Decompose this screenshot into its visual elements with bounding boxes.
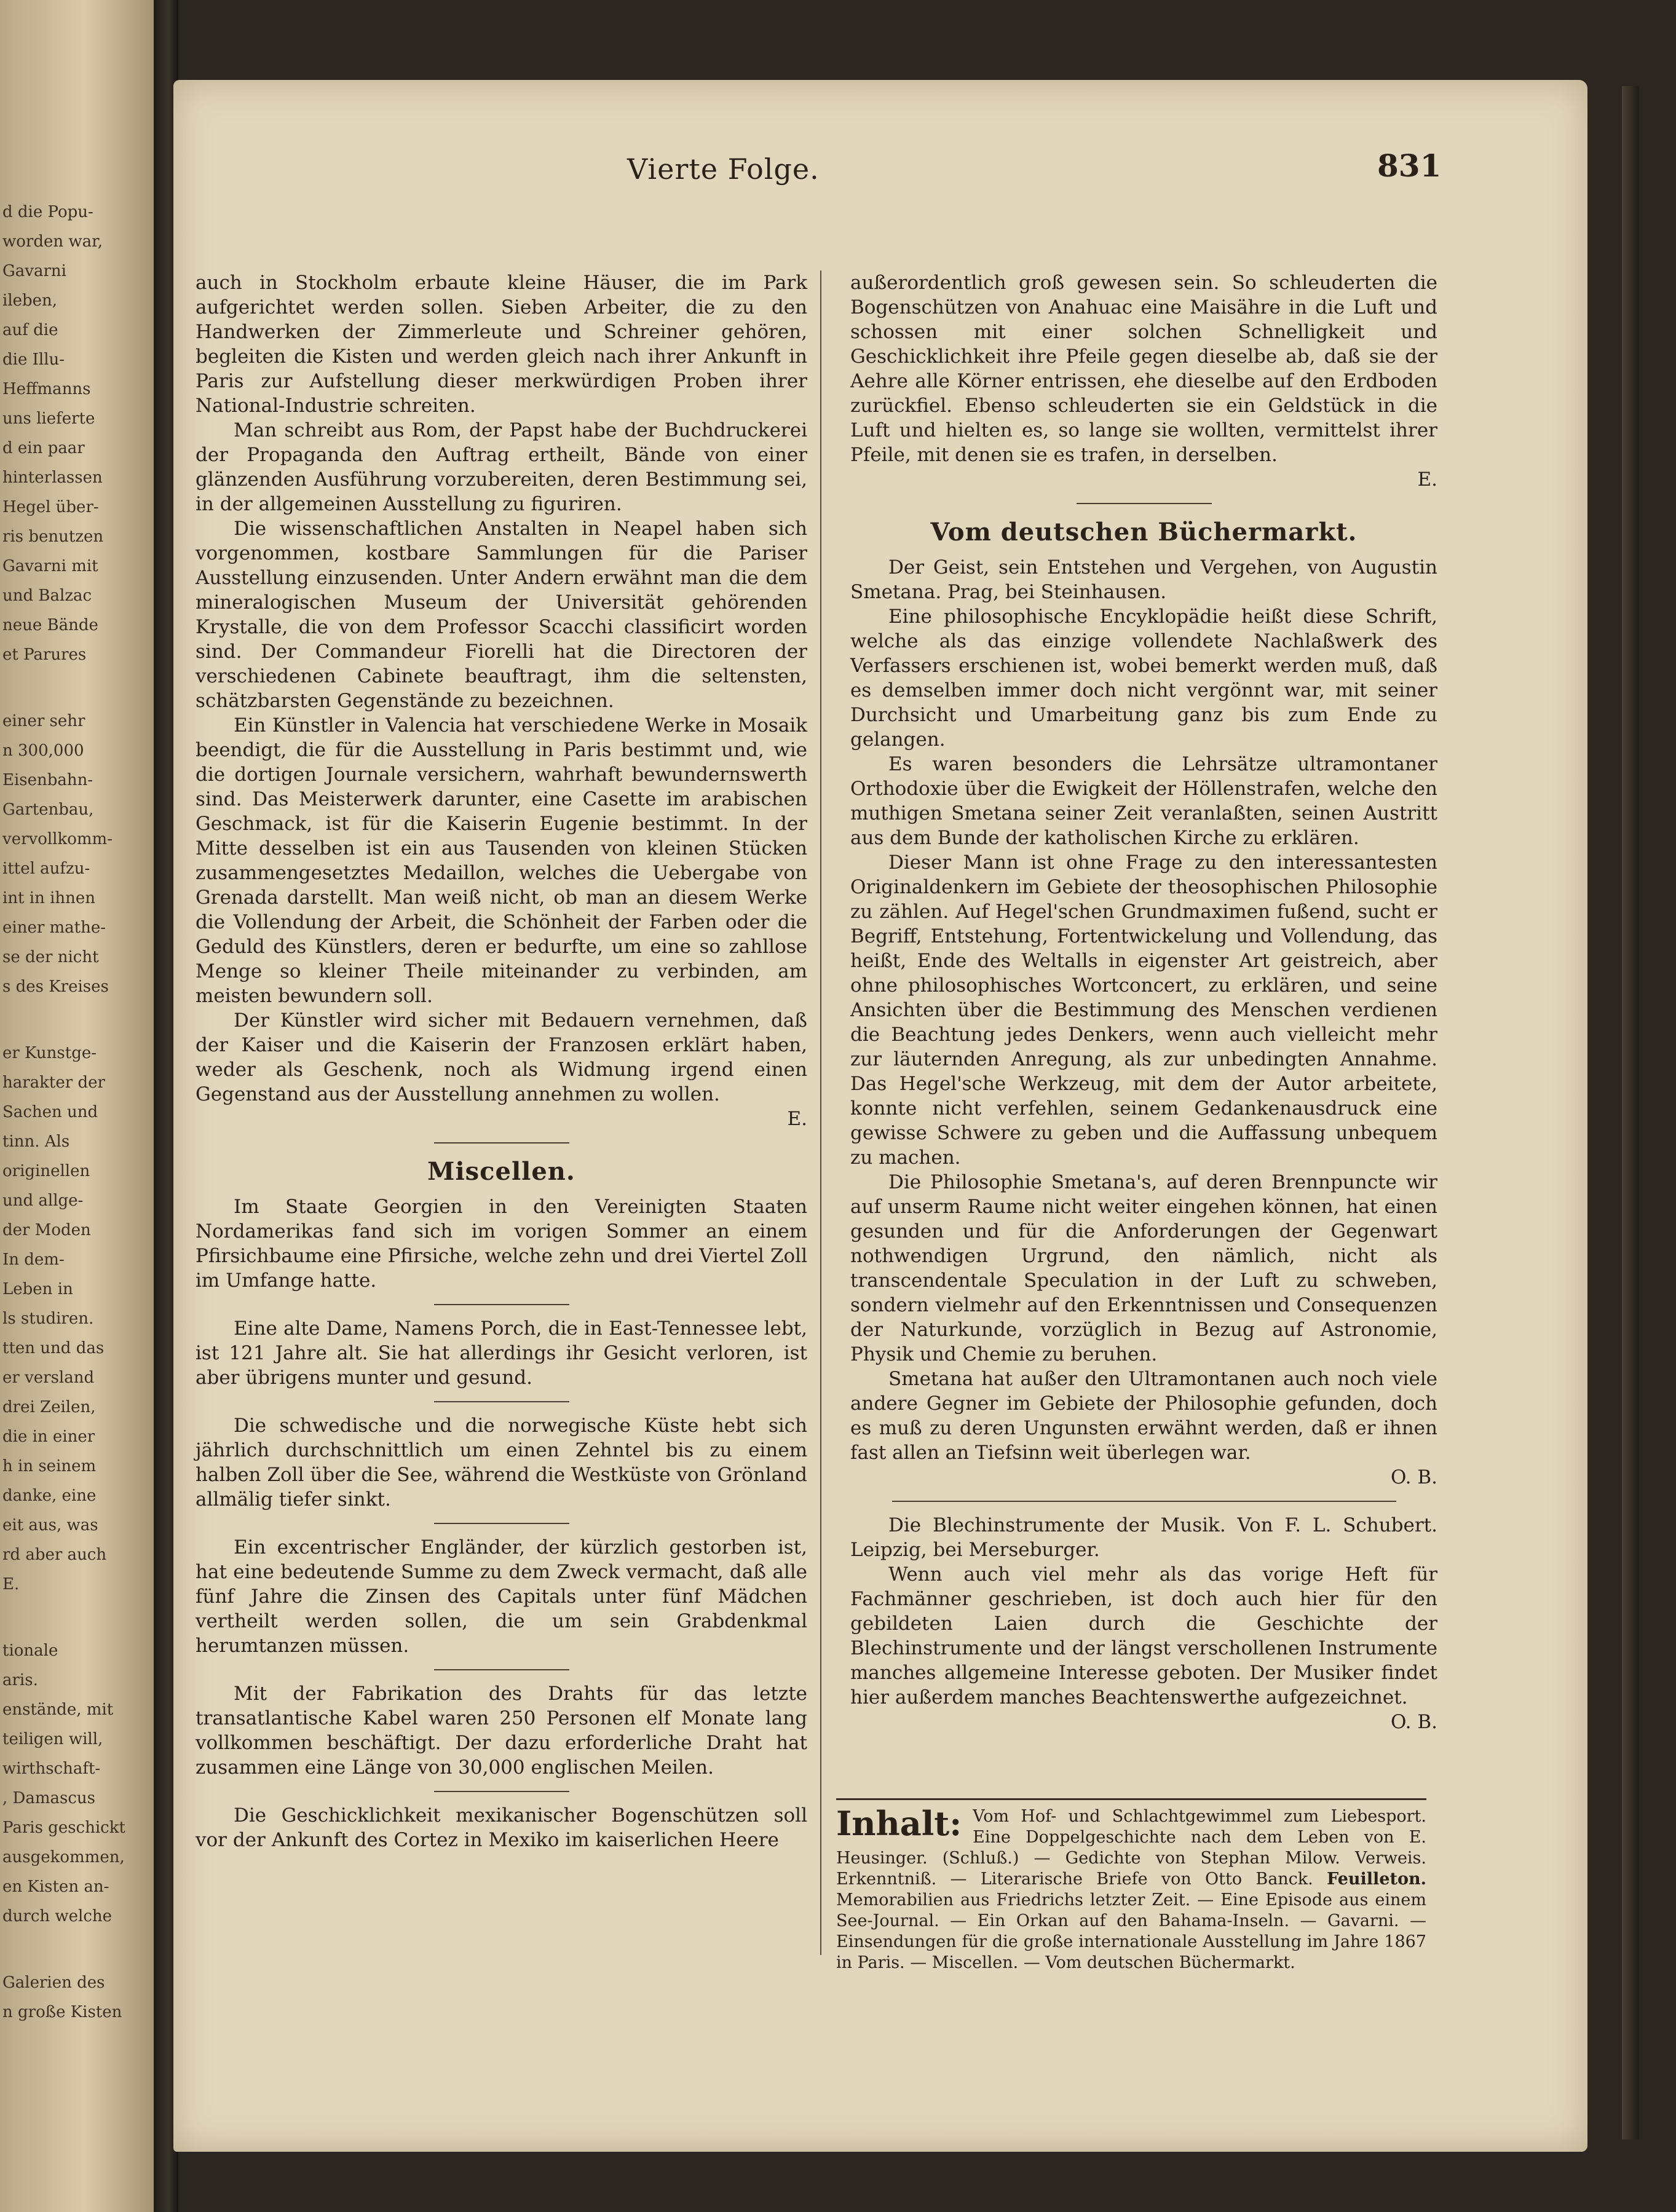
facing-page-line: die Illu- — [2, 350, 65, 369]
facing-page-line: Leben in — [2, 1280, 73, 1298]
facing-page-line: hinterlassen — [2, 468, 103, 487]
article-paragraph: Die wissenschaftlichen Anstalten in Neapel haben sich vorgenommen, kostbare Sammlungen für die Pariser Ausstellung einzusenden. Unter Andern erwähnt man die dem mineralogischen Museum der Universität gehörenden Krystalle, die von dem Professor Scacchi classificirt worden sind. Der Commandeur Fiorelli hat die Directoren der verschiedenen Cabinete beauftragt, ihm die seltensten, schätzbarsten Gegenstände zu bezeichnen. — [196, 518, 807, 712]
contents-label: Inhalt: — [836, 1804, 962, 1843]
article-paragraph: Ein Künstler in Valencia hat verschiedene Werke in Mosaik beendigt, die für die Ausstellung in Paris bestimmt und, wie die dortigen Journale versichern, wahrhaft bewundernswerth sind. Das Meisterwerk darunter, eine Casette im arabischen Geschmack, ist für die Kaiserin Eugenie bestimmt. In der Mitte desselben ist ein aus Tausenden von kleinen Stücken zusammengesetztes Medaillon, welches die Uebergabe von Grenada darstellt. Man weiß nicht, ob man an diesem Werke die Vollendung der Arbeit, die Schönheit der Farben oder die Geduld des Künstlers, deren er bedurfte, um eine so zahllose Menge so kleiner Theile miteinander zu verbinden, am meisten bewundern soll. — [196, 714, 807, 1007]
column-rule — [820, 271, 821, 1955]
facing-page-line: Hegel über- — [2, 498, 99, 516]
facing-page-line: n 300,000 — [2, 741, 84, 760]
facing-page-line: Gavarni — [2, 262, 66, 280]
section-divider — [434, 1142, 569, 1144]
facing-page-line: h in seinem — [2, 1457, 97, 1475]
facing-page-line: danke, eine — [2, 1487, 97, 1505]
facing-page-line: und Balzac — [2, 587, 92, 605]
facing-page-line: originellen — [2, 1162, 90, 1180]
review-paragraph: Eine philosophische Encyklopädie heißt diese Schrift, welche als das einzige vollendete Nachlaßwerk des Verfassers erschienen ist, wobei bemerkt werden muß, daß es demselben immer doch nicht vergönnt war, mit seiner Durchsicht und Umarbeitung ganz bis zum Ende zu gelangen. — [850, 606, 1437, 751]
item-divider — [434, 1401, 569, 1402]
facing-page-line: se der nicht — [2, 948, 99, 966]
section-heading: Miscellen. — [427, 1157, 575, 1186]
facing-page-line: teiligen will, — [2, 1730, 103, 1748]
facing-page-line: Sachen und — [2, 1103, 98, 1121]
author-signature: O. B. — [1391, 1711, 1437, 1733]
miscellany-item: Ein excentrischer Engländer, der kürzlich gestorben ist, hat eine bedeutende Summe zu dem Zweck vermacht, daß alle fünf Jahre die Zinsen des Capitals unter fünf Mädchen vertheilt werden sollen, die um sein Grabdenkmal herumtanzen müssen. — [196, 1536, 807, 1657]
item-divider — [434, 1669, 569, 1670]
facing-page-line: uns lieferte — [2, 409, 95, 428]
item-divider — [434, 1304, 569, 1305]
facing-page-line: s des Kreises — [2, 978, 109, 996]
section-heading: Vom deutschen Büchermarkt. — [930, 518, 1358, 547]
review-paragraph: Es waren besonders die Lehrsätze ultramontaner Orthodoxie über die Ewigkeit der Höllenstrafen, welche den muthigen Smetana seiner Zeit veranlaßten, seinen Austritt aus dem Bunde der katholischen Kirche zu erklären. — [850, 753, 1437, 849]
review-paragraph: Wenn auch viel mehr als das vorige Heft für Fachmänner geschrieben, ist doch auch hier für den gebildeten Laien durch die Geschichte der Blechinstrumente und der längst verschollenen Instrumente manches allgemeine Interesse geboten. Der Musiker findet hier außerdem manches Beachtenswerthe aufgezeichnet. — [850, 1563, 1437, 1708]
feuilleton-label: Feuilleton. — [1327, 1870, 1426, 1889]
facing-page-line: , Damascus — [2, 1789, 96, 1807]
facing-page-line: enstände, mit — [2, 1700, 114, 1719]
facing-page-line: ileben, — [2, 291, 58, 310]
miscellany-item: Eine alte Dame, Namens Porch, die in East-Tennessee lebt, ist 121 Jahre alt. Sie hat allerdings ihr Gesicht verloren, ist aber übrigens munter und gesund. — [196, 1317, 807, 1389]
left-column — [196, 271, 807, 1852]
item-divider — [892, 1501, 1396, 1502]
facing-page-line: Gavarni mit — [2, 557, 98, 575]
facing-page-line: harakter der — [2, 1073, 105, 1092]
facing-page-line: E. — [2, 1575, 20, 1594]
facing-page-line: wirthschaft- — [2, 1760, 101, 1778]
facing-page-line: tionale — [2, 1641, 58, 1660]
facing-page-line: In dem- — [2, 1250, 65, 1269]
facing-page-line: ausgekommen, — [2, 1848, 125, 1866]
contents-entries: Vom Hof- und Schlachtgewimmel zum Liebesport. Eine Doppelgeschichte nach dem Leben von E. Heusinger. (Schluß.) — Gedichte von Stephan Milow. Verweis. Erkenntniß. — Literarische Briefe von Otto Banck. — [836, 1807, 1426, 1889]
facing-page-line: Gartenbau, — [2, 800, 94, 819]
facing-page-line: worden war, — [2, 232, 103, 251]
facing-page-line: Eisenbahn- — [2, 771, 93, 789]
miscellany-item: Mit der Fabrikation des Drahts für das letzte transatlantische Kabel waren 250 Personen elf Monate lang vollkommen beschäftigt. Der dazu erforderliche Draht hat zusammen eine Länge von 30,000 englischen Meilen. — [196, 1683, 807, 1779]
running-head: Vierte Folge. — [627, 152, 820, 186]
facing-page-line: auf die — [2, 321, 58, 339]
facing-page-line: die in einer — [2, 1428, 95, 1446]
article-paragraph: außerordentlich groß gewesen sein. So schleuderten die Bogenschützen von Anahuac eine Maisähre in die Luft und schossen mit einer solchen Schnelligkeit und Geschicklichkeit ihre Pfeile gegen dieselbe ab, daß sie der Aehre alle Körner entrissen, ehe dieselbe auf den Erdboden zurückfiel. Ebenso schleuderten sie ein Geldstück in die Luft und hielten es, so lange sie wollten, vermittelst ihrer Pfeile, mit denen sie es trafen, in derselben. — [850, 272, 1437, 466]
facing-page-line: ris benutzen — [2, 527, 104, 546]
review-paragraph: Dieser Mann ist ohne Frage zu den interessantesten Originaldenkern im Gebiete der theosophischen Philosophie zu zählen. Auf Hegel'schen Grundmaximen fußend, sucht er Begriff, Entstehung, Fortentwickelung und Vollendung, das heißt, Ende des Weltalls in eigenster Art geistreich, aber ohne philosophisches Wortconcert, zu erklären, und seine Ansichten über die Bestimmung des Menschen verdienen die Beachtung jedes Denkers, wenn auch vielleicht mehr zur läuternden Anregung, als zur unbedingten Annahme. Das Hegel'sche Werkzeug, mit dem der Autor arbeitete, konnte nicht verfehlen, seinem Gedankenausdruck eine gewisse Schwere zu geben und die Auffassung unbequem zu machen. — [850, 851, 1437, 1169]
facing-page-line: der Moden — [2, 1221, 91, 1239]
facing-page-line: durch welche — [2, 1907, 113, 1926]
review-paragraph: Die Philosophie Smetana's, auf deren Brennpuncte wir auf unserm Raume nicht weiter eingehen können, hat einen gesunden und für die Anforderungen der Gegenwart nothwendigen Urgrund, den nämlich, nicht als transcendentale Speculation in der Luft zu schweben, sondern vielmehr auf den Erkenntnissen und Consequenzen der Naturkunde, vorzüglich in Bezug auf Astronomie, Physik und Chemie zu beruhen. — [850, 1171, 1437, 1365]
author-signature: O. B. — [1391, 1466, 1437, 1488]
facing-page-line: tinn. Als — [2, 1132, 70, 1151]
facing-page-line: vervollkomm- — [2, 830, 113, 848]
feuilleton-entries: Memorabilien aus Friedrichs letzter Zeit. — Eine Episode aus einem See-Journal. — Ein Orkan auf den Bahama-Inseln. — Gavarni. — Einsendungen für die große internationale Ausstellung im Jahre 1867 in Paris. — Miscellen. — Vom deutschen Büchermarkt. — [836, 1890, 1426, 1972]
cover-edge — [1622, 86, 1639, 2139]
miscellany-item: Im Staate Georgien in den Vereinigten Staaten Nordamerikas fand sich im vorigen Sommer an einem Pfirsichbaume eine Pfirsiche, welche zehn und drei Viertel Zoll im Umfange hatte. — [196, 1196, 807, 1292]
facing-page-line: d die Popu- — [2, 203, 93, 221]
facing-page-line: eit aus, was — [2, 1516, 98, 1535]
facing-page-line: int in ihnen — [2, 889, 96, 907]
author-signature: E. — [1417, 468, 1437, 491]
item-divider — [434, 1791, 569, 1792]
facing-page-line: einer mathe- — [2, 918, 106, 937]
facing-page-line: und allge- — [2, 1191, 84, 1210]
facing-page-line: drei Zeilen, — [2, 1398, 96, 1416]
facing-page-line: n große Kisten — [2, 2003, 122, 2021]
facing-page-line: er Kunstge- — [2, 1044, 97, 1062]
article-paragraph: Der Künstler wird sicher mit Bedauern vernehmen, daß der Kaiser und die Kaiserin der Franzosen erklärt haben, weder als Geschenk, noch als Widmung irgend einen Gegenstand aus der Ausstellung annehmen zu wollen. — [196, 1009, 807, 1105]
miscellany-item: Die Geschicklichkeit mexikanischer Bogenschützen soll vor der Ankunft des Cortez in Mexiko im kaiserlichen Heere — [196, 1804, 807, 1851]
book-title: Der Geist, sein Entstehen und Vergehen, von Augustin Smetana. Prag, bei Steinhausen. — [850, 556, 1437, 603]
facing-page-line: Paris geschickt — [2, 1819, 125, 1837]
facing-page-line: er versland — [2, 1369, 95, 1387]
review-paragraph: Smetana hat außer den Ultramontanen auch noch viele andere Gegner im Gebiete der Philosophie gefunden, doch es muß zu deren Ungunsten erwähnt werden, daß er ihnen fast allen an Tiefsinn weit überlegen war. — [850, 1368, 1437, 1464]
facing-page-line: et Parures — [2, 646, 87, 664]
facing-page-line: d ein paar — [2, 439, 85, 457]
facing-page-line: tten und das — [2, 1339, 105, 1357]
author-signature: E. — [787, 1108, 807, 1130]
right-column — [850, 271, 1437, 1734]
facing-page-line: Galerien des — [2, 1973, 105, 1992]
facing-page-edge — [0, 0, 154, 2212]
facing-page-line: aris. — [2, 1671, 38, 1689]
facing-page-line: ittel aufzu- — [2, 859, 90, 878]
page-number: 831 — [1377, 148, 1442, 184]
article-paragraph: Man schreibt aus Rom, der Papst habe der Buchdruckerei der Propaganda den Auftrag ertheilt, Bände von einer glänzenden Ausführung vorzubereiten, deren Bestimmung sei, in der allgemeinen Ausstellung zu figuriren. — [196, 419, 807, 515]
facing-page-line: neue Bände — [2, 616, 98, 634]
table-of-contents — [836, 1798, 1426, 1973]
facing-page-line: en Kisten an- — [2, 1878, 109, 1896]
facing-page-line: einer sehr — [2, 712, 85, 730]
facing-page-line: rd aber auch — [2, 1546, 107, 1564]
facing-page-line: Heffmanns — [2, 380, 91, 398]
book-title: Die Blechinstrumente der Musik. Von F. L. Schubert. Leipzig, bei Merseburger. — [850, 1514, 1437, 1561]
article-paragraph: auch in Stockholm erbaute kleine Häuser, die im Park aufgerichtet werden sollen. Sieben Arbeiter, die zu den Handwerken der Zimmerleute und Schreiner gehören, begleiten die Kisten und werden gleich nach ihrer Ankunft in Paris zur Aufstellung dieser merkwürdigen Proben ihrer National-Industrie schreiten. — [196, 272, 807, 417]
facing-page-line: ls studiren. — [2, 1309, 94, 1328]
item-divider — [434, 1523, 569, 1524]
miscellany-item: Die schwedische und die norwegische Küste hebt sich jährlich durchschnittlich um einen Zehntel bis zu einem halben Zoll über die See, während die Westküste von Grönland allmälig tiefer sinkt. — [196, 1415, 807, 1511]
section-divider — [1077, 503, 1212, 504]
